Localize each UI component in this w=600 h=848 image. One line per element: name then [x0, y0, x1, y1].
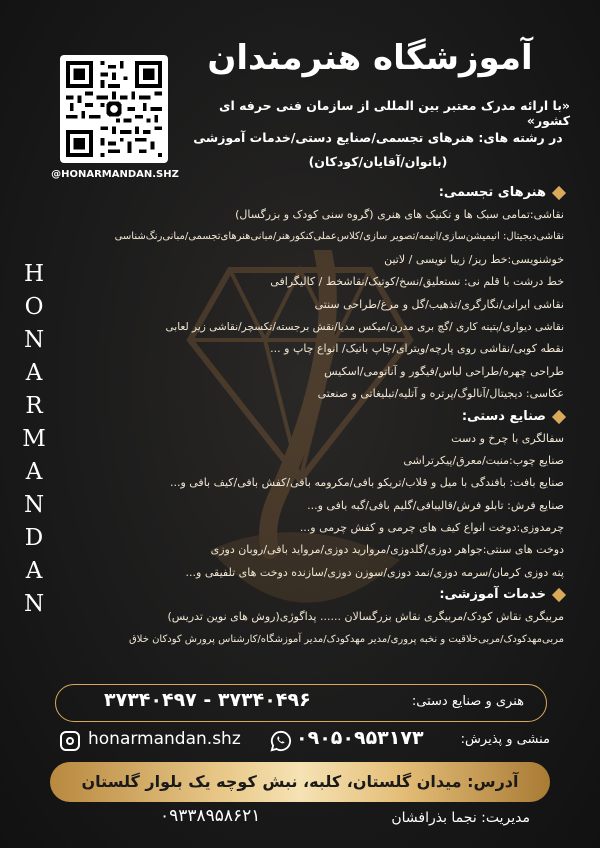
- list-item: عکاسی: دیجیتال/آنالوگ/پرتره و آتلیه/تبلیغاتی و صنعتی: [317, 387, 564, 401]
- section-heading-label: صنایع دستی:: [461, 408, 546, 424]
- brand-letter: N: [23, 327, 45, 353]
- reception-label: منشی و پذیرش:: [460, 732, 550, 747]
- list-item: چرمدوزی:دوخت انواع کیف های چرمی و کفش چرمی و...: [299, 521, 564, 535]
- list-item: خط درشت با قلم نی: نستعلیق/نسخ/کوتیک/نقاشخط / کالیگرافی: [270, 275, 564, 289]
- list-item: صنایع چوب:منبت/معرق/پیکرتراشی: [403, 453, 564, 467]
- instagram-handle[interactable]: honarmandan.shz: [88, 729, 241, 749]
- page-title: آموزشگاه هنرمندان: [207, 38, 533, 78]
- section-heading-label: هنرهای تجسمی:: [438, 185, 546, 200]
- brand-letter: R: [25, 393, 43, 419]
- brand-letter: O: [24, 294, 44, 320]
- instagram-icon[interactable]: [60, 731, 80, 751]
- diamond-bullet-icon: [552, 588, 566, 602]
- address-banner: [50, 762, 550, 802]
- whatsapp-icon[interactable]: [270, 730, 292, 752]
- certificate-subtitle: «با ارائه مدرک معتبر بین المللی از سازمان فنی حرفه ای کشور»: [219, 98, 570, 128]
- phone-numbers-pill: [55, 684, 547, 722]
- course-list: [24, 182, 564, 651]
- list-item: مربی‌مهدکودک/مربی‌خلاقیت و نخبه پروری/مدیر مهدکودک/مدیر آموزشگاه/کارشناس پرورش کودکان خلاق: [129, 633, 564, 645]
- section-heading-visual-arts: [24, 182, 564, 204]
- phones-label: هنری و صنایع دستی:: [411, 694, 524, 709]
- section-heading-educational-services: [24, 584, 564, 606]
- qr-code[interactable]: [60, 55, 168, 163]
- brand-letter: N: [23, 591, 45, 617]
- brand-letter: D: [24, 525, 44, 551]
- section-heading-label: خدمات آموزشی:: [439, 587, 546, 603]
- whatsapp-phone[interactable]: ۰۹۰۵۰۹۵۳۱۷۳: [296, 727, 424, 749]
- fields-line: در رشته های: هنرهای تجسمی/صنایع دستی/خدمات آموزشی: [193, 130, 563, 145]
- manager-phone[interactable]: ۰۹۳۳۸۹۵۸۶۲۱: [160, 806, 261, 826]
- brand-letter: A: [25, 360, 43, 386]
- brand-letter: N: [23, 492, 45, 518]
- list-item: صنایع فرش: تابلو فرش/قالیبافی/گلیم بافی/گبه بافی و...: [307, 498, 564, 512]
- landline-numbers[interactable]: ۳۷۳۴۰۴۹۷ - ۳۷۳۴۰۴۹۶: [104, 689, 311, 711]
- manager-label: مدیریت: نجما بذرافشان: [391, 810, 530, 826]
- brand-letter: A: [25, 459, 43, 485]
- list-item: مربیگری نقاش کودک/مربیگری نقاش بزرگسالان ...... پداگوژی(روش های نوین تدریس): [167, 610, 564, 624]
- audience-line: (بانوان/آقایان/کودکان): [308, 154, 448, 169]
- list-item: نقاشی‌دیجیتال: انیمیشن‌سازی/انیمه/تصویر سازی/کلاس‌عملی‌کنکور‌هنر/مبانی‌هنرهای‌تجسمی/مبانی‌رنگ‌شناسی: [114, 231, 564, 243]
- section-heading-handicrafts: [24, 406, 564, 428]
- brand-letter: M: [22, 426, 46, 452]
- brand-letter: A: [25, 558, 43, 584]
- list-item: نقاشی دیواری/پتینه کاری /گچ بری مدرن/میکس مدیا/نقش برجسته/تکسچر/نقاشی زیر لعابی: [165, 320, 564, 333]
- list-item: سفالگری با چرخ و دست: [451, 431, 564, 445]
- diamond-bullet-icon: [552, 186, 566, 200]
- list-item: صنایع بافت: بافندگی با میل و قلاب/تریکو بافی/مکرومه بافی/کفش بافی/کیف بافی و...: [169, 476, 564, 490]
- list-item: طراحی چهره/طراحی لباس/فیگور و آناتومی/اسکیس: [324, 364, 564, 378]
- list-item: پته دوزی کرمان/سرمه دوزی/نمد دوزی/سوزن دوزی/سازنده دوخت های تلفیقی و...: [185, 565, 564, 579]
- list-item: دوخت های سنتی:جواهر دوزی/گلدوزی/مروارید دوزی/مرواید بافی/روبان دوزی: [210, 543, 564, 557]
- list-item: نقطه کوبی/نقاشی روی پارچه/ویترای/چاپ باتیک/ انواع چاپ و ...: [270, 342, 564, 356]
- qr-handle: @HONARMANDAN.SHZ: [51, 169, 179, 180]
- diamond-bullet-icon: [552, 409, 566, 423]
- address-text: آدرس: میدان گلستان، کلبه، نبش کوچه یک بلوار گلستان: [81, 772, 519, 791]
- qr-code-icon: [66, 61, 162, 157]
- list-item: نقاشی ایرانی/نگارگری/تذهیب/گل و مرغ/طراحی سنتی: [314, 297, 564, 311]
- list-item: خوشنویسی:خط ریز/ زیبا نویسی / لاتین: [384, 252, 564, 266]
- list-item: نقاشی:تمامی سبک ها و تکنیک های هنری (گروه سنی کودک و بزرگسال): [235, 208, 564, 221]
- brand-letter: H: [23, 261, 45, 287]
